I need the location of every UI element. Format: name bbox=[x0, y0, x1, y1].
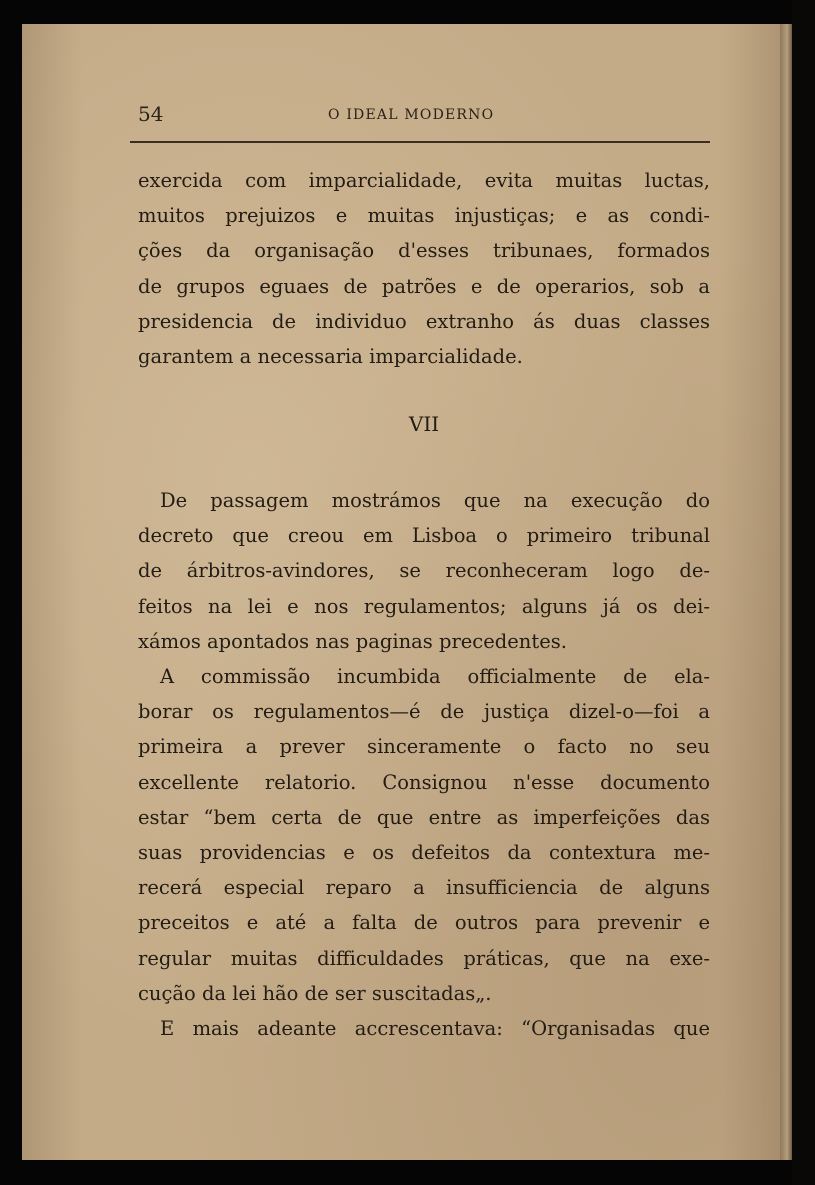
section-heading: VII bbox=[408, 412, 440, 436]
text-line: feitos na lei e nos regulamentos; alguns já os dei- bbox=[138, 594, 710, 618]
text-line: estar “bem certa de que entre as imperfeições das bbox=[138, 805, 710, 829]
text-line: presidencia de individuo extranho ás duas classes bbox=[138, 309, 710, 333]
text-line: de árbitros-avindores, se reconheceram logo de- bbox=[138, 559, 710, 583]
text-line: muitos prejuizos e muitas injustiças; e as condi- bbox=[138, 204, 710, 228]
text-line: excellente relatorio. Consignou n'esse documento bbox=[138, 770, 710, 794]
text-line: de grupos eguaes de patrões e de operarios, sob a bbox=[138, 274, 710, 298]
running-head: O IDEAL MODERNO bbox=[328, 107, 495, 123]
page-header bbox=[138, 100, 710, 130]
header-rule bbox=[130, 141, 710, 143]
page-number: 54 bbox=[138, 102, 164, 126]
scan-margin bbox=[792, 0, 815, 1185]
text-line: primeira a prever sinceramente o facto no seu bbox=[138, 735, 710, 759]
text-line: recerá especial reparo a insufficiencia de alguns bbox=[138, 876, 710, 900]
text-line: regular muitas difficuldades práticas, que na exe- bbox=[138, 946, 710, 970]
text-line: preceitos e até a falta de outros para prevenir e bbox=[138, 911, 710, 935]
text-line: borar os regulamentos—é de justiça dizel-o—foi a bbox=[138, 700, 710, 724]
text-line: E mais adeante accrescentava: “Organisadas que bbox=[160, 1017, 710, 1041]
text-line: xámos apontados nas paginas precedentes. bbox=[138, 629, 567, 653]
text-line: De passagem mostrámos que na execução do bbox=[160, 489, 710, 512]
text-line: ções da organisação d'esses tribunaes, formados bbox=[138, 239, 710, 263]
paragraph-continued bbox=[138, 163, 710, 374]
text-line: A commissão incumbida officialmente de ela- bbox=[160, 665, 710, 689]
adjacent-page-edge bbox=[780, 24, 792, 1160]
text-line: suas providencias e os defeitos da contextura me- bbox=[138, 841, 710, 865]
text-line: cução da lei hão de ser suscitadas„. bbox=[138, 981, 492, 1005]
text-line: garantem a necessaria imparcialidade. bbox=[138, 345, 523, 369]
text-line: exercida com imparcialidade, evita muitas luctas, bbox=[138, 169, 710, 192]
section-body bbox=[138, 483, 710, 1046]
text-line: decreto que creou em Lisboa o primeiro tribunal bbox=[138, 524, 710, 548]
